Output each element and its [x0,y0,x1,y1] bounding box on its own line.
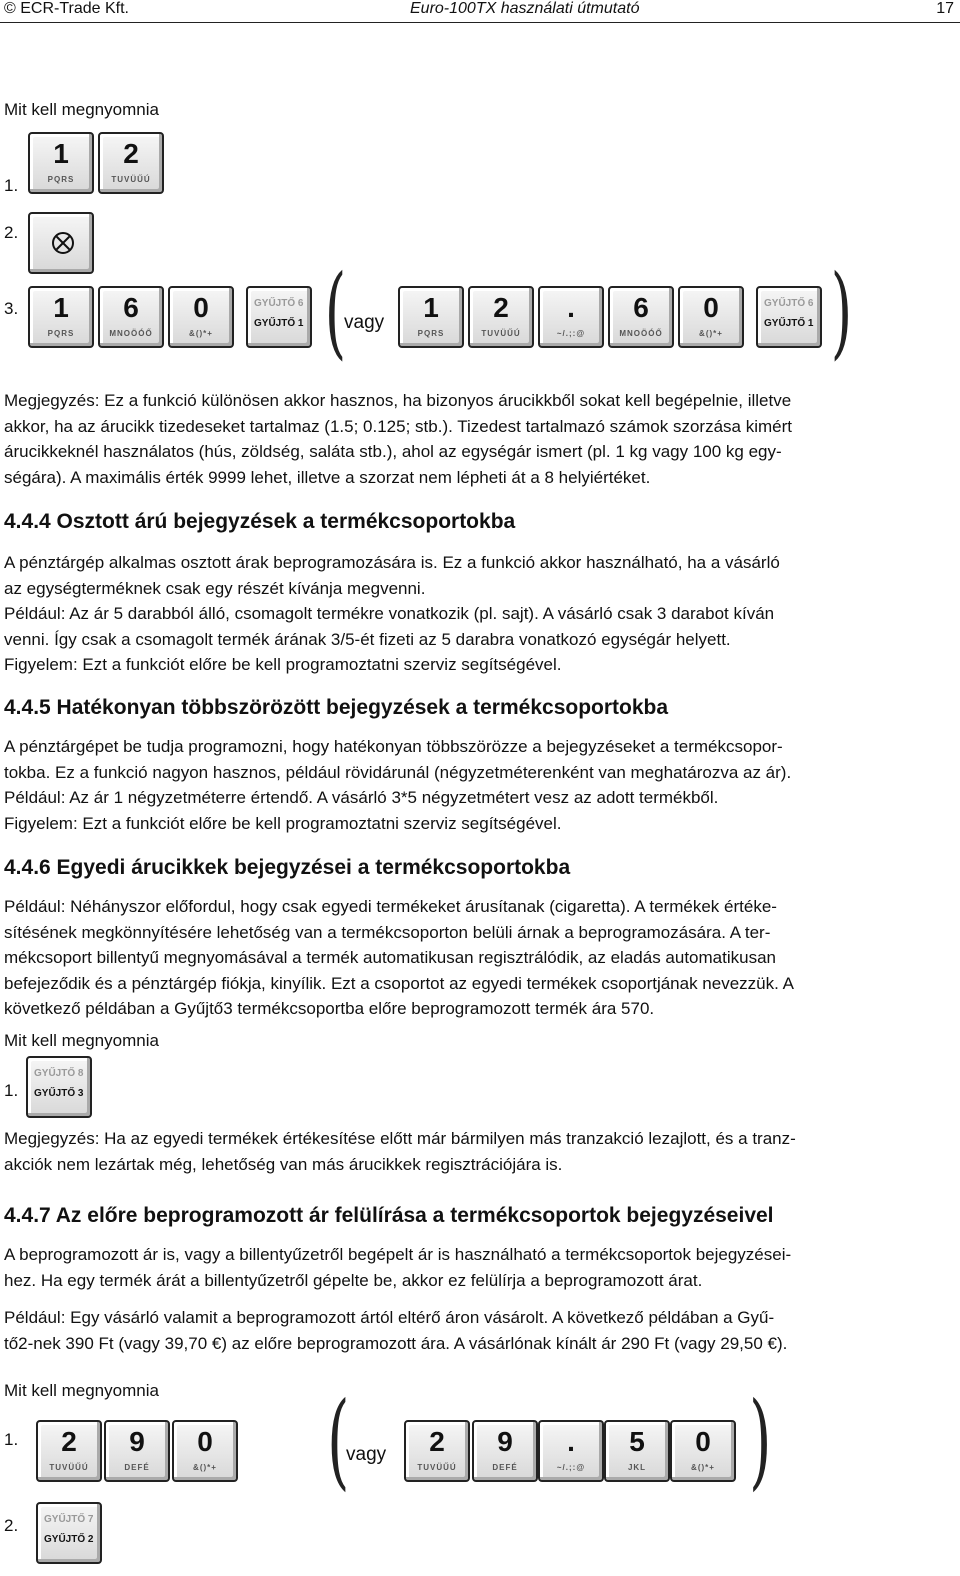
copyright: © ECR-Trade Kft. [4,0,129,17]
open-paren: ( [324,253,347,370]
department-key-7-2: GYŰJTŐ 7 GYŰJTŐ 2 [36,1502,102,1564]
or-label: vagy [346,1444,387,1465]
close-paren: ) [830,253,853,370]
page-header [0,0,960,23]
section-title-4-4-7: 4.4.7 Az előre beprogramozott ár felülírása a termékcsoportok bejegyzéseivel [4,1204,774,1227]
step-number: 2. [4,1516,19,1535]
key-9: 9 DEFÉ [104,1420,170,1482]
key-1: 1 PQRS [398,286,464,348]
key-9: 9 DEFÉ [472,1420,538,1482]
section-body: A beprogramozott ár is, vagy a billentyűzetről begépelt ár is használható a termékcsoportok bejegyzései- hez. Ha egy termék árát a billentyűzetről gépelte be, akkor ez felülírja a beprogramozott árat. [4,1245,792,1290]
key-2: 2 TUVÜŰÚ [98,132,164,194]
step-number: 3. [4,299,19,318]
example-paragraph: Például: Egy vásárló valamit a beprogramozott ártól eltérő áron vásárolt. A következő példában a Gyű- tő2-nek 390 Ft (vagy 39,70 €) az előre beprogramozott ára. A vásárlónak kínált ár 290 Ft (vagy 29,50 €). [4,1308,788,1353]
close-paren: ) [749,1379,772,1501]
or-label: vagy [344,312,385,333]
department-key-6-1: GYŰJTŐ 6 GYŰJTŐ 1 [756,286,822,348]
key-6: 6 MNOÖÓŐ [98,286,164,348]
open-paren: ( [327,1379,350,1501]
key-dot: . ~/.;:@ [538,1420,604,1482]
step-number: 1. [4,1081,19,1100]
multiply-key [28,212,94,274]
section-body: Például: Néhányszor előfordul, hogy csak egyedi termékeket árusítanak (cigaretta). A termékek értéke- sítésének megkönnyítésére lehetőség van a termékcsoporton belüli árnak a beprogramozására. A ter- mékcsoport billentyű megnyomásával a termék automatikusan regisztrálódik, az eladás automatikusan befejeződik és a pénztárgép fiókja, kinyílik. Ezt a csoportot az egyedi termékek csoportjának nevezzük. A következő példában a Gyűjtő3 termékcsoportba előre beprogramozott termék ára 570. [4,897,794,1019]
section-title-4-4-6: 4.4.6 Egyedi árucikkek bejegyzései a termékcsoportokba [4,856,571,879]
key-5: 5 JKL [604,1420,670,1482]
what-to-press-heading: Mit kell megnyomnia [4,1031,159,1050]
step-number: 1. [4,1430,19,1449]
step-number: 2. [4,223,19,242]
section-title-4-4-4: 4.4.4 Osztott árú bejegyzések a termékcsoportokba [4,510,516,533]
step-number: 1. [4,176,19,195]
key-0: 0 &()*+ [168,286,234,348]
key-6: 6 MNOÖÓŐ [608,286,674,348]
document-title: Euro-100TX használati útmutató [410,0,640,17]
section-title-4-4-5: 4.4.5 Hatékonyan többszörözött bejegyzések a termékcsoportokba [4,696,669,719]
key-1: 1 PQRS [28,132,94,194]
what-to-press-heading: Mit kell megnyomnia [4,1381,159,1400]
key-0: 0 &()*+ [172,1420,238,1482]
page-number: 17 [936,0,954,17]
section-body: A pénztárgépet be tudja programozni, hogy hatékonyan többszörözze a bejegyzéseket a termékcsopor- tokba. Ez a funkció nagyon hasznos, például rövidárunál (négyzetméterenként van meghatározva az ár). Például: Az ár 1 négyzetméterre értendő. A vásárló 3*5 négyzetmétert vesz az adott termékből. Figyelem: Ezt a funkciót előre be kell programoztatni szerviz segítségével. [4,737,792,833]
department-key-8-3: GYŰJTŐ 8 GYŰJTŐ 3 [26,1056,92,1118]
note-paragraph: Megjegyzés: Ha az egyedi termékek értékesítése előtt már bármilyen más tranzakció lezajlott, és a tranz- akciók nem lezártak még, lehetőség van más árucikkek regisztrációjára is. [4,1129,796,1174]
department-key-6-1: GYŰJTŐ 6 GYŰJTŐ 1 [246,286,312,348]
key-2: 2 TUVÜŰÚ [36,1420,102,1482]
section-body: A pénztárgép alkalmas osztott árak beprogramozására is. Ez a funkció akkor használható, ha a vásárló az egységterméknek csak egy részét kívánja megvenni. Például: Az ár 5 darabból álló, csomagolt termékre vonatkozik (pl. sajt). A vásárló csak 3 darabot kíván venni. Így csak a csomagolt termék árának 3/5-ét fizeti az 5 darabra vonatkozó egységár helyett. Figyelem: Ezt a funkciót előre be kell programoztatni szerviz segítségével. [4,553,780,675]
note-paragraph: Megjegyzés: Ez a funkció különösen akkor hasznos, ha bizonyos árucikkből sokat kell begépelnie, illetve akkor, ha az árucikk tizedeseket tartalmaz (1.5; 0.125; stb.). Tizedest tartalmazó számok szorzása kimért árucikkeknél használatos (hús, zöldség, saláta stb.), ahol az egységár ismert (pl. 1 kg vagy 100 kg egy- ségára). A maximális érték 9999 lehet, illetve a szorzat nem lépheti át a 8 helyiértéket. [4,391,792,487]
key-0: 0 &()*+ [670,1420,736,1482]
key-dot: . ~/.;:@ [538,286,604,348]
key-1: 1 PQRS [28,286,94,348]
multiply-icon [52,232,74,254]
what-to-press-heading: Mit kell megnyomnia [4,100,159,119]
key-0: 0 &()*+ [678,286,744,348]
key-2: 2 TUVÜŰÚ [404,1420,470,1482]
key-2: 2 TUVÜŰÚ [468,286,534,348]
